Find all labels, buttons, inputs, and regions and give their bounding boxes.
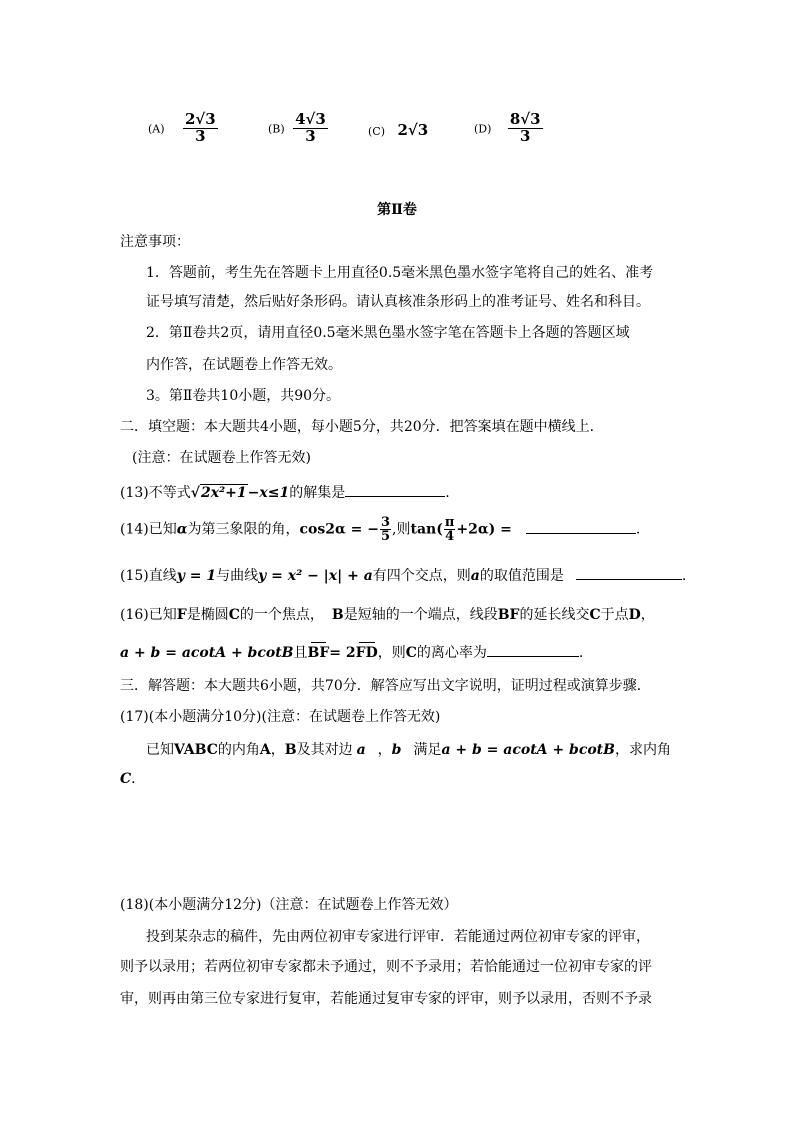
question-text: 的内角 <box>217 742 260 758</box>
question-text: 与曲线 <box>216 568 259 584</box>
question-16-line-2 <box>120 642 583 662</box>
question-17-tail <box>120 768 145 788</box>
question-number: (15) <box>120 568 149 584</box>
part2-note: (注意：在试题卷上作答无效) <box>132 450 311 466</box>
option-label: (A) <box>148 122 165 136</box>
fraction-denominator: 3 <box>520 126 531 145</box>
notice-line-3: 2．第Ⅱ卷共2页，请用直径0.5毫米黑色墨水签字笔在答题卡上各题的答题区域 <box>146 325 630 341</box>
question-text: 的延长线交 <box>519 607 590 623</box>
question-text: 的离心率为 <box>416 645 487 661</box>
question-text: 已知 <box>148 607 177 623</box>
fraction <box>444 516 456 543</box>
math-expression: y = x² − |x| + a <box>258 568 373 584</box>
fraction-denominator: 5 <box>381 529 391 544</box>
question-number: (14) <box>120 521 149 538</box>
question-16-line-1 <box>120 604 655 624</box>
math-expression: +2α) = <box>456 521 512 538</box>
part2-heading: 二．填空题：本大题共4小题，每小题5分，共20分．把答案填在题中横线上． <box>120 419 604 435</box>
fraction-numerator: 3 <box>381 515 391 530</box>
question-17-heading: (17)(本小题满分10分)(注意：在试题卷上作答无效) <box>120 709 441 725</box>
option-b <box>268 112 328 145</box>
answer-blank[interactable] <box>576 579 682 580</box>
fraction-denominator: 3 <box>195 126 206 145</box>
section-title: 第Ⅱ卷 <box>377 202 417 218</box>
question-end: . <box>681 568 687 584</box>
option-fraction <box>293 112 328 145</box>
question-text: 的解集是 <box>289 485 346 501</box>
option-label: (C) <box>368 125 385 138</box>
notice-line-2: 证号填写清楚，然后贴好条形码。请认真核准条形码上的准考证号、姓名和科目。 <box>146 294 650 310</box>
question-end: . <box>445 485 450 501</box>
question-text: ,则 <box>392 521 411 538</box>
math-expression: a + b = acotA + bcotB <box>120 645 294 661</box>
notice-line-1: 1．答题前，考生先在答题卡上用直径0.5毫米黑色墨水签字笔将自己的姓名、准考 <box>146 265 654 281</box>
question-text: 及其对边 <box>296 742 353 758</box>
math-expression: tan( <box>410 521 443 538</box>
math-symbol: A <box>259 742 271 758</box>
option-c <box>368 121 428 139</box>
question-text: ， <box>640 607 655 623</box>
fraction-denominator: 4 <box>445 529 455 544</box>
math-symbol: C <box>228 607 240 623</box>
math-symbol: C <box>589 607 601 623</box>
question-15 <box>120 565 686 585</box>
part3-heading: 三．解答题：本大题共6小题，共70分．解答应写出文字说明，证明过程或演算步骤． <box>120 678 651 694</box>
sqrt-expression: √2x²+1 <box>190 485 247 501</box>
question-number: (16) <box>120 607 149 623</box>
option-d <box>474 112 543 145</box>
math-symbol: B <box>284 742 297 758</box>
separator: ， <box>377 742 392 758</box>
question-end: . <box>578 645 584 661</box>
question-number: (13) <box>120 485 149 501</box>
option-label: (D) <box>474 122 492 136</box>
math-symbol: C <box>405 645 417 661</box>
math-expression: VABC <box>174 742 218 758</box>
notice-heading: 注意事项： <box>120 234 190 250</box>
question-end: . <box>635 521 641 538</box>
answer-blank[interactable] <box>345 496 445 497</box>
question-text: 已知 <box>146 742 174 758</box>
fraction-numerator: 2√3 <box>184 110 216 128</box>
math-expression: a + b = acotA + bcotB <box>441 742 615 758</box>
answer-blank[interactable] <box>487 656 579 657</box>
question-17-body <box>146 739 671 759</box>
fraction <box>380 516 391 543</box>
math-symbol: a <box>470 568 480 584</box>
notice-line-5: 3。第Ⅱ卷共10小题，共90分。 <box>146 388 341 404</box>
notice-line-4: 内作答，在试题卷上作答无效。 <box>146 357 342 373</box>
question-text: 有四个交点，则 <box>372 568 471 584</box>
question-18-line-1: 投到某杂志的稿件，先由两位初审专家进行评审．若能通过两位初审专家的评审， <box>146 929 650 945</box>
option-label: (B) <box>268 122 285 136</box>
fraction-numerator: 4√3 <box>295 110 326 128</box>
separator: ， <box>270 742 285 758</box>
option-value: 2√3 <box>397 121 429 139</box>
fraction-numerator: π <box>444 515 455 530</box>
question-18-line-2: 则予以录用；若两位初审专家都未予通过，则不予录用；若恰能通过一位初审专家的评 <box>120 959 652 975</box>
fraction-denominator: 3 <box>305 126 316 145</box>
question-end: ． <box>131 771 146 787</box>
math-expression: y = 1 <box>176 568 217 584</box>
math-symbol: BF <box>497 607 520 623</box>
question-13 <box>120 482 450 502</box>
question-18-line-3: 审，则再由第三位专家进行复审，若能通过复审专家的评审，则予以录用，否则不予录 <box>120 991 652 1007</box>
question-text: 直线 <box>148 568 177 584</box>
math-symbol: F <box>176 607 187 623</box>
question-text: 是短轴的一个端点，线段 <box>343 607 498 623</box>
answer-blank[interactable] <box>526 533 636 534</box>
vector-bf: BF <box>307 645 330 661</box>
question-text: 满足 <box>413 742 442 758</box>
question-text: 已知 <box>148 521 177 538</box>
math-expression: = 2 <box>329 645 356 661</box>
radicand: 2x²+1 <box>200 485 247 501</box>
question-18-heading: (18)(本小题满分12分)（注意：在试题卷上作答无效） <box>120 897 458 913</box>
question-text: ，则 <box>377 645 406 661</box>
fraction-numerator: 8√3 <box>509 110 541 128</box>
option-fraction <box>508 112 543 145</box>
question-text: ，求内角 <box>614 742 671 758</box>
math-expression: cos2α = − <box>299 521 379 538</box>
math-symbol: b <box>391 742 402 758</box>
question-14 <box>120 516 640 543</box>
question-text: 的取值范围是 <box>479 568 564 584</box>
question-text: 是椭圆 <box>186 607 229 623</box>
math-symbol: a <box>356 742 366 758</box>
vector-fd: FD <box>355 645 378 661</box>
question-text: 且 <box>293 645 308 661</box>
question-text: 于点 <box>600 607 629 623</box>
math-symbol: B <box>331 607 344 623</box>
option-a <box>148 112 218 145</box>
math-symbol: C <box>120 771 132 787</box>
math-symbol: D <box>628 607 641 623</box>
math-symbol: α <box>176 521 188 538</box>
question-text: 为第三象限的角， <box>187 521 300 538</box>
question-text: 的一个焦点， <box>239 607 324 623</box>
option-fraction <box>183 112 218 145</box>
question-text: 不等式 <box>148 485 191 501</box>
math-expression: −x≤1 <box>247 485 290 501</box>
